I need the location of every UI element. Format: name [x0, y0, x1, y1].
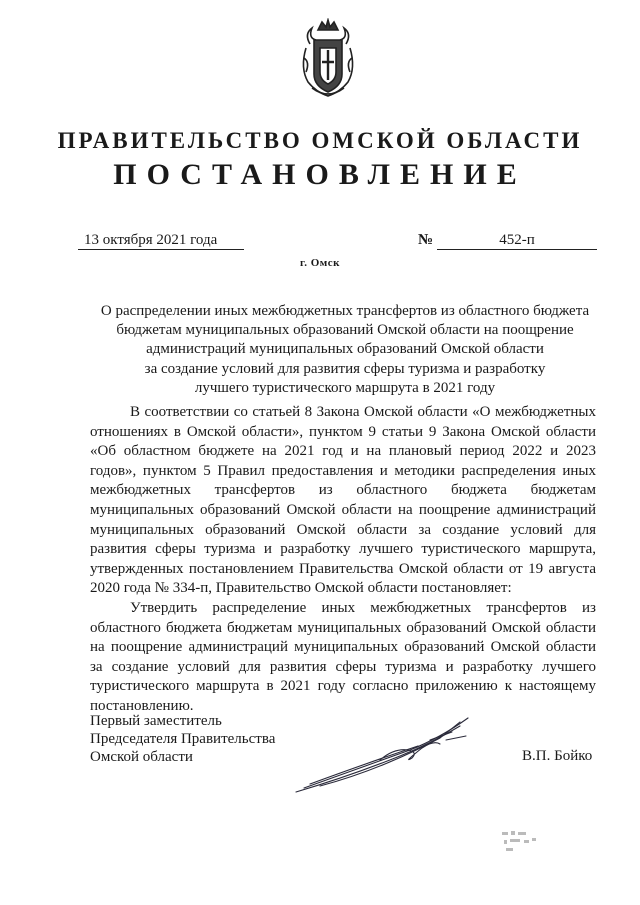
coat-of-arms-icon [298, 18, 358, 100]
body-paragraph-preamble: В соответствии со статьей 8 Закона Омской области «О межбюджетных отношениях в Омской области», пунктом 9 статьи 9 Закона Омской области «Об областном бюджете на 2021 год и на плановый период 2022 и 2023 годов», пунктом 5 Правил предоставления и методики распределения иных межбюджетных трансфертов из областного бюджета бюджетам муниципальных образований Омской области на поощрение администраций муниципальных образований Омской области за создание условий для развития сферы туризма и разработку лучшего туристического маршрута, утвержденных постановлением Правительства Омской области от 19 августа 2020 года № 334-п, Правительство Омской области постановляет: [90, 404, 596, 597]
document-type-title: ПОСТАНОВЛЕНИЕ [113, 158, 527, 191]
subject-line: бюджетам муниципальных образований Омской области на поощрение [116, 322, 574, 339]
document-subject [80, 302, 610, 398]
document-body [90, 403, 596, 717]
signer-name: В.П. Бойко [522, 748, 593, 764]
signer-position-line: Омской области [90, 749, 193, 765]
subject-line: администраций муниципальных образований Омской области [146, 341, 544, 358]
handwritten-signature [290, 710, 480, 800]
subject-line: за создание условий для развития сферы туризма и разработку [144, 360, 546, 377]
subject-line: О распределении иных межбюджетных трансфертов из областного бюджета [100, 303, 590, 319]
number-label: № [418, 232, 434, 248]
signer-position-line: Первый заместитель [90, 713, 222, 729]
body-paragraph-resolution: Утвердить распределение иных межбюджетных трансфертов из областного бюджета бюджетам муниципальных образований Омской области на поощрение администраций муниципальных образований Омской области за создание условий для развития сферы туризма и разработку лучшего туристического маршрута в 2021 году согласно приложению к настоящему постановлению. [90, 599, 596, 714]
registration-stamp-icon [498, 828, 548, 856]
signer-position [90, 712, 275, 766]
government-title: ПРАВИТЕЛЬСТВО ОМСКОЙ ОБЛАСТИ [57, 128, 583, 153]
signer-position-line: Председателя Правительства [90, 731, 276, 747]
document-date: 13 октября 2021 года [78, 231, 244, 250]
subject-line: лучшего туристического маршрута в 2021 году [194, 379, 496, 396]
city: г. Омск [299, 257, 341, 269]
document-number: 452-п [437, 231, 597, 250]
